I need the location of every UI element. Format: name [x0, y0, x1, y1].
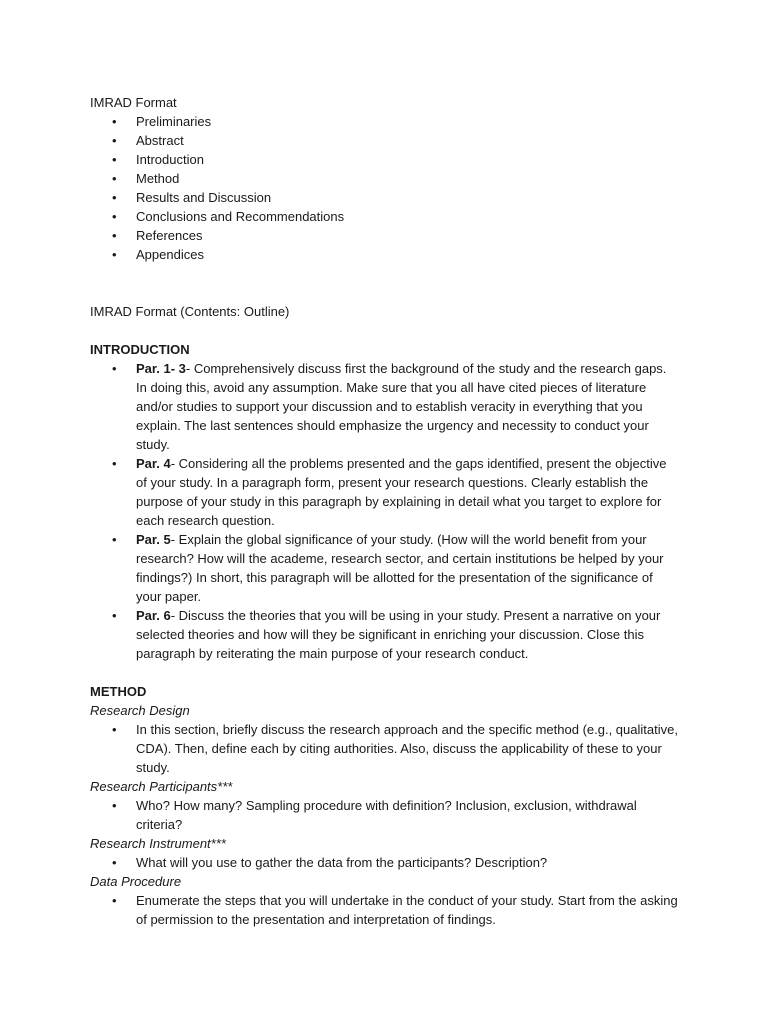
paragraph-description: - Explain the global significance of your study. (How will the world benefit from your research? How will the academe, research sector, and certain institutions be helped by your findings?) In short, this paragraph will be allotted for the presentation of the significance of your paper. — [136, 532, 664, 604]
introduction-heading: INTRODUCTION — [90, 342, 190, 357]
list-item: • Who? How many? Sampling procedure with definition? Inclusion, exclusion, withdrawal criteria? — [112, 798, 637, 832]
bullet-icon: • — [112, 228, 117, 243]
paragraph-label: Par. 4 — [136, 456, 171, 471]
list-item — [90, 454, 680, 530]
bullet-icon: • — [112, 855, 117, 870]
bullet-icon: • — [112, 152, 117, 167]
list-item: • Conclusions and Recommendations — [112, 209, 345, 224]
imrad-format-title: IMRAD Format — [90, 95, 177, 110]
list-item: • What will you use to gather the data from the participants? Description? — [112, 855, 548, 870]
research-participants-list — [90, 796, 680, 834]
data-procedure-title: Data Procedure — [90, 874, 182, 889]
bullet-icon: • — [112, 114, 117, 129]
bullet-icon: • — [112, 608, 117, 623]
imrad-section-list — [90, 112, 680, 264]
research-participants-title: Research Participants*** — [90, 779, 233, 794]
bullet-icon: • — [112, 532, 117, 547]
bullet-icon: • — [112, 798, 117, 813]
list-item: • In this section, briefly discuss the research approach and the specific method (e.g., qualitative, CDA). Then, define each by citing authorities. Also, discuss the applicability of these to your study. — [112, 722, 678, 775]
research-instrument-list — [90, 853, 680, 872]
list-item: • Introduction — [112, 152, 204, 167]
paragraph-description: - Considering all the problems presented and the gaps identified, present the objective of your study. In a paragraph form, present your research questions. Clearly establish the purpose of your study in this paragraph by explaining in detail what you target to explore for each research question. — [136, 456, 667, 528]
bullet-icon: • — [112, 209, 117, 224]
research-design-list — [90, 720, 680, 777]
paragraph-label: Par. 1- 3 — [136, 361, 186, 376]
list-item: • Results and Discussion — [112, 190, 272, 205]
list-item — [90, 359, 680, 454]
bullet-icon: • — [112, 133, 117, 148]
paragraph-label: Par. 6 — [136, 608, 171, 623]
method-heading: METHOD — [90, 684, 147, 699]
bullet-icon: • — [112, 171, 117, 186]
list-item — [90, 530, 680, 606]
document-content — [90, 93, 680, 929]
bullet-icon: • — [112, 361, 117, 376]
bullet-icon: • — [112, 190, 117, 205]
list-item: • Appendices — [112, 247, 204, 262]
bullet-icon: • — [112, 893, 117, 908]
bullet-icon: • — [112, 722, 117, 737]
bullet-icon: • — [112, 456, 117, 471]
paragraph-description: - Discuss the theories that you will be using in your study. Present a narrative on your selected theories and how will they be significant in enriching your discussion. Close this paragraph by reiterating the main purpose of your research conduct. — [136, 608, 661, 661]
outline-title: IMRAD Format (Contents: Outline) — [90, 304, 290, 319]
list-item — [90, 606, 680, 663]
paragraph-description: - Comprehensively discuss first the background of the study and the research gaps. In doing this, avoid any assumption. Make sure that you all have cited pieces of literature and/or studies to support your discussion and to establish veracity in everything that you explain. The last sentences should emphasize the urgency and necessity to conduct your study. — [136, 361, 667, 452]
list-item: • Abstract — [112, 133, 184, 148]
list-item: • References — [112, 228, 203, 243]
list-item: • Preliminaries — [112, 114, 212, 129]
bullet-icon: • — [112, 247, 117, 262]
research-design-title: Research Design — [90, 703, 190, 718]
list-item: • Enumerate the steps that you will undertake in the conduct of your study. Start from the asking of permission to the presentation and interpretation of findings. — [112, 893, 678, 927]
paragraph-label: Par. 5 — [136, 532, 171, 547]
data-procedure-list — [90, 891, 680, 929]
list-item: • Method — [112, 171, 180, 186]
introduction-list — [90, 359, 680, 663]
research-instrument-title: Research Instrument*** — [90, 836, 226, 851]
